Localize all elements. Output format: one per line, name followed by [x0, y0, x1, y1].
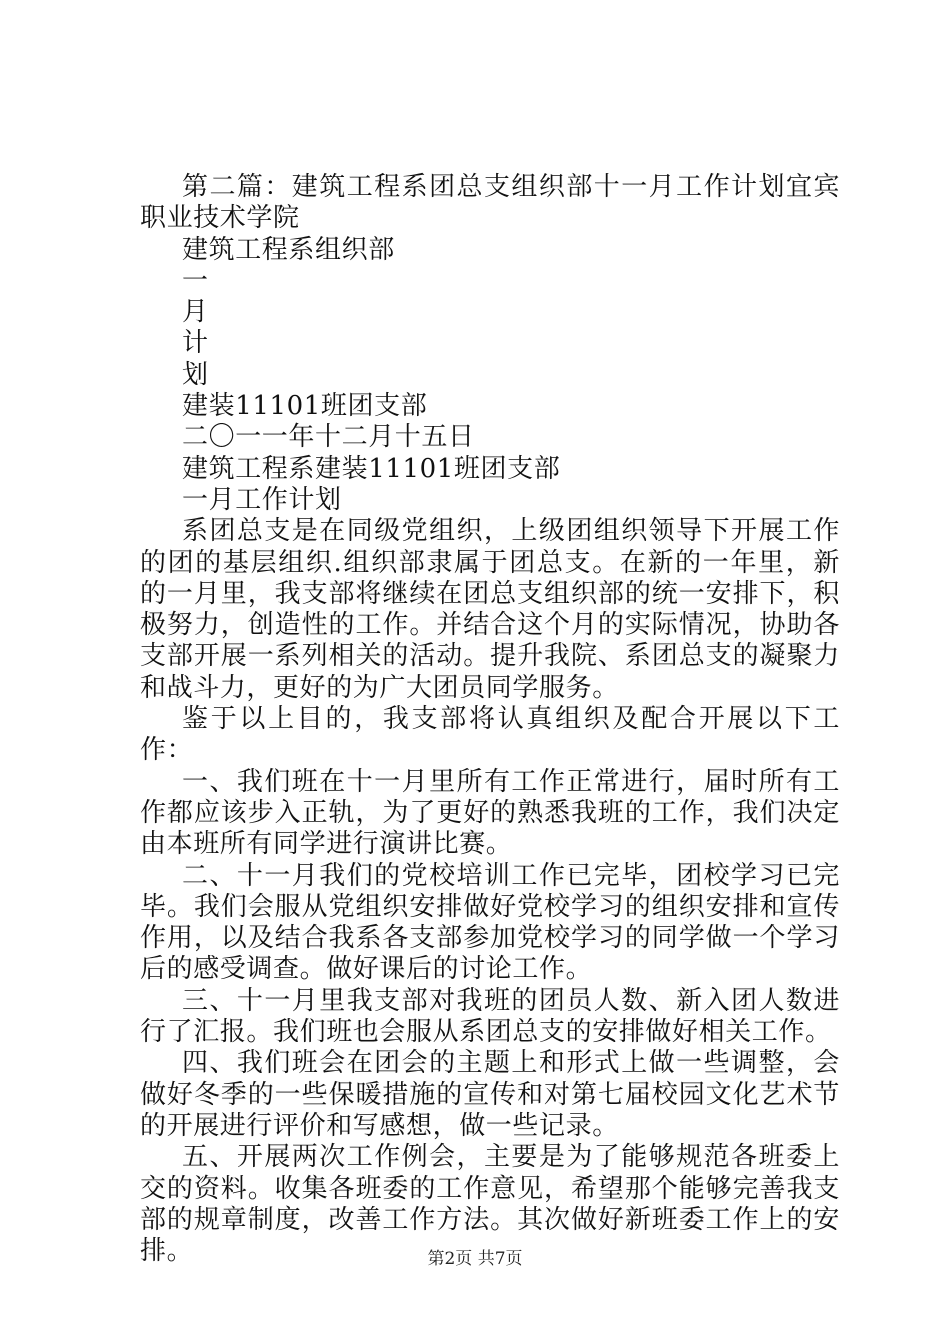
paragraph-item-5: 五、开展两次工作例会，主要是为了能够规范各班委上交的资料。收集各班委的工作意见，希望那个能够完善我支部的规章制度，改善工作方法。其次做好新班委工作上的安排。 [140, 1142, 840, 1267]
document-title: 第二篇：建筑工程系团总支组织部十一月工作计划宜宾职业技术学院 [140, 172, 840, 234]
paragraph-lead: 鉴于以上目的，我支部将认真组织及配合开展以下工作： [140, 704, 840, 766]
header-line-full-branch: 建筑工程系建装11101班团支部 [182, 453, 561, 484]
paragraph-item-1: 一、我们班在十一月里所有工作正常进行，届时所有工作都应该步入正轨，为了更好的熟悉我班的工作，我们决定由本班所有同学进行演讲比赛。 [140, 766, 840, 860]
header-line-char-3: 计 [182, 328, 209, 359]
paragraph-item-3: 三、十一月里我支部对我班的团员人数、新入团人数进行了汇报。我们班也会服从系团总支的安排做好相关工作。 [140, 985, 840, 1048]
document-body [140, 172, 840, 1267]
paragraph-item-2: 二、十一月我们的党校培训工作已完毕，团校学习已完毕。我们会服从党组织安排做好党校学习的组织安排和宣传作用，以及结合我系各支部参加党校学习的同学做一个学习后的感受调查。做好课后的讨论工作。 [140, 860, 840, 985]
paragraph-intro: 系团总支是在同级党组织，上级团组织领导下开展工作的团的基层组织.组织部隶属于团总支。在新的一年里，新的一月里，我支部将继续在团总支组织部的统一安排下，积极努力，创造性的工作。并结合这个月的实际情况，协助各支部开展一系列相关的活动。提升我院、系团总支的凝聚力和战斗力，更好的为广大团员同学服务。 [140, 516, 840, 703]
header-line-date: 二〇一一年十二月十五日 [182, 422, 475, 453]
header-line-branch: 建装11101班团支部 [182, 391, 428, 422]
page-footer: 第2页 共7页 [427, 1249, 523, 1269]
header-line-char-4: 划 [182, 359, 209, 390]
header-line-char-2: 月 [182, 297, 209, 328]
header-line-char-1: 一 [182, 265, 209, 296]
header-line-plan-title: 一月工作计划 [182, 484, 342, 515]
paragraph-item-4: 四、我们班会在团会的主题上和形式上做一些调整，会做好冬季的一些保暖措施的宣传和对第七届校园文化艺术节的开展进行评价和写感想，做一些记录。 [140, 1048, 840, 1141]
header-line-department: 建筑工程系组织部 [182, 234, 395, 265]
